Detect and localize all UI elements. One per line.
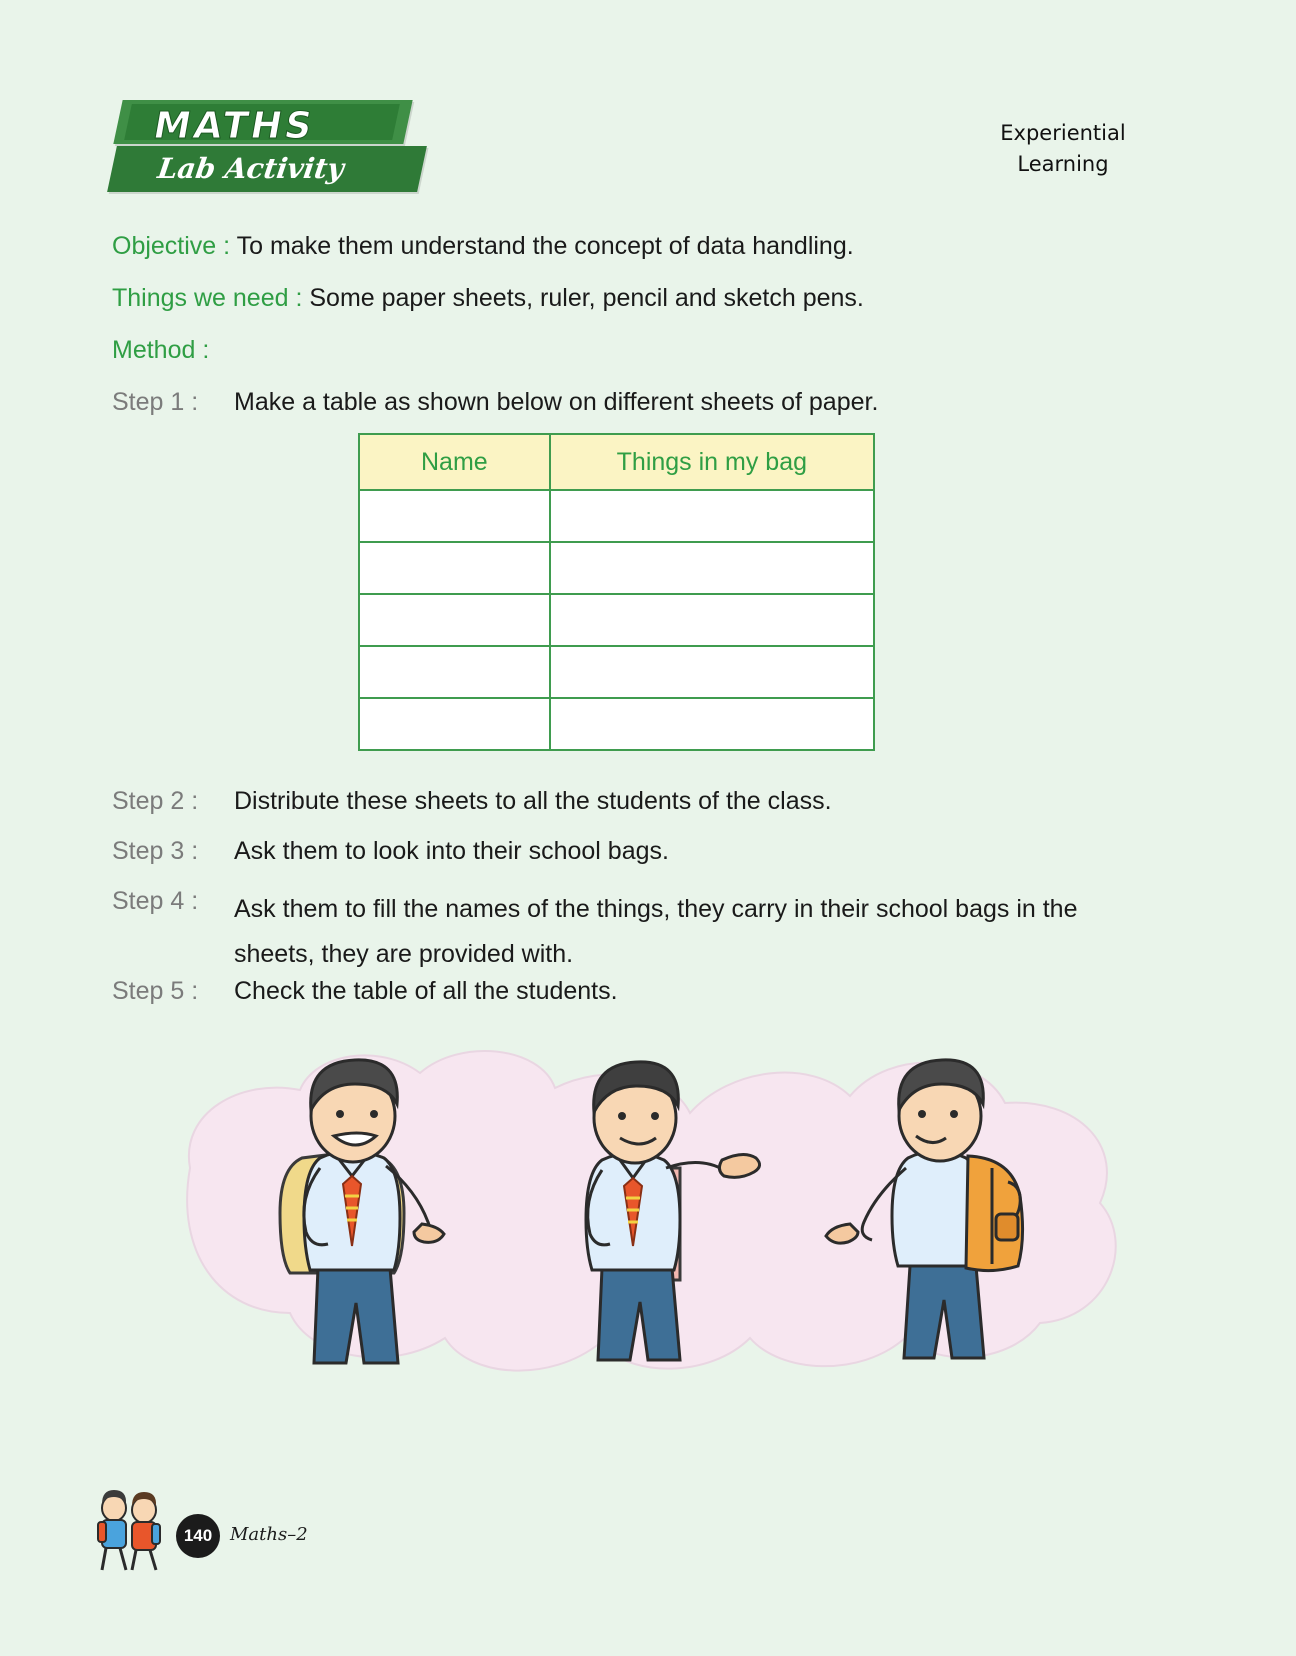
table-cell-things[interactable] [550,594,874,646]
method-label: Method : [112,336,210,364]
experiential-learning-note [948,118,1178,180]
banner-subtitle: Lab Activity [155,152,346,185]
book-label: Maths–2 [230,1524,308,1545]
table-cell-things[interactable] [550,490,874,542]
table-row [359,490,874,542]
kids-running-icon [88,1486,168,1576]
method-line [112,336,209,365]
step-3-text: Ask them to look into their school bags. [234,837,669,865]
page-number-badge: 140 [176,1514,220,1558]
step-5-text: Check the table of all the students. [234,977,618,1005]
step-3-label: Step 3 : [112,837,199,865]
step-4-label: Step 4 : [112,887,199,915]
table-row [359,698,874,750]
step-1-label: Step 1 : [112,388,199,416]
page-footer [88,1486,408,1576]
table-cell-things[interactable] [550,542,874,594]
students-illustration [150,1018,1150,1398]
table-header-name: Name [359,434,550,490]
things-we-need-line [112,284,864,313]
step-2-label: Step 2 : [112,787,199,815]
table-cell-name[interactable] [359,490,550,542]
step-4-text: Ask them to fill the names of the things, they carry in their school bags in the sheets, they are provided with. [234,895,1078,968]
table-row [359,646,874,698]
table-cell-name[interactable] [359,646,550,698]
things-we-need-label: Things we need : [112,284,303,312]
data-collection-table [358,433,875,751]
table-header-things: Things in my bag [550,434,874,490]
experiential-learning-line1: Experiential [1000,121,1126,145]
objective-label: Objective : [112,232,231,260]
table-row [359,542,874,594]
table-cell-name[interactable] [359,542,550,594]
experiential-learning-line2: Learning [1017,152,1109,176]
objective-line [112,232,854,261]
table-row [359,594,874,646]
table-cell-name[interactable] [359,698,550,750]
step-5-label: Step 5 : [112,977,199,1005]
table-cell-name[interactable] [359,594,550,646]
table-header-row [359,434,874,490]
table-cell-things[interactable] [550,698,874,750]
objective-text: To make them understand the concept of data handling. [236,232,854,260]
step-2-text: Distribute these sheets to all the students of the class. [234,787,832,815]
table-cell-things[interactable] [550,646,874,698]
maths-lab-activity-banner [112,100,432,195]
step-1-text: Make a table as shown below on different sheets of paper. [234,388,879,416]
banner-title: MATHS [150,104,319,147]
things-we-need-text: Some paper sheets, ruler, pencil and sketch pens. [309,284,864,312]
students-illustration-svg [150,1018,1150,1398]
